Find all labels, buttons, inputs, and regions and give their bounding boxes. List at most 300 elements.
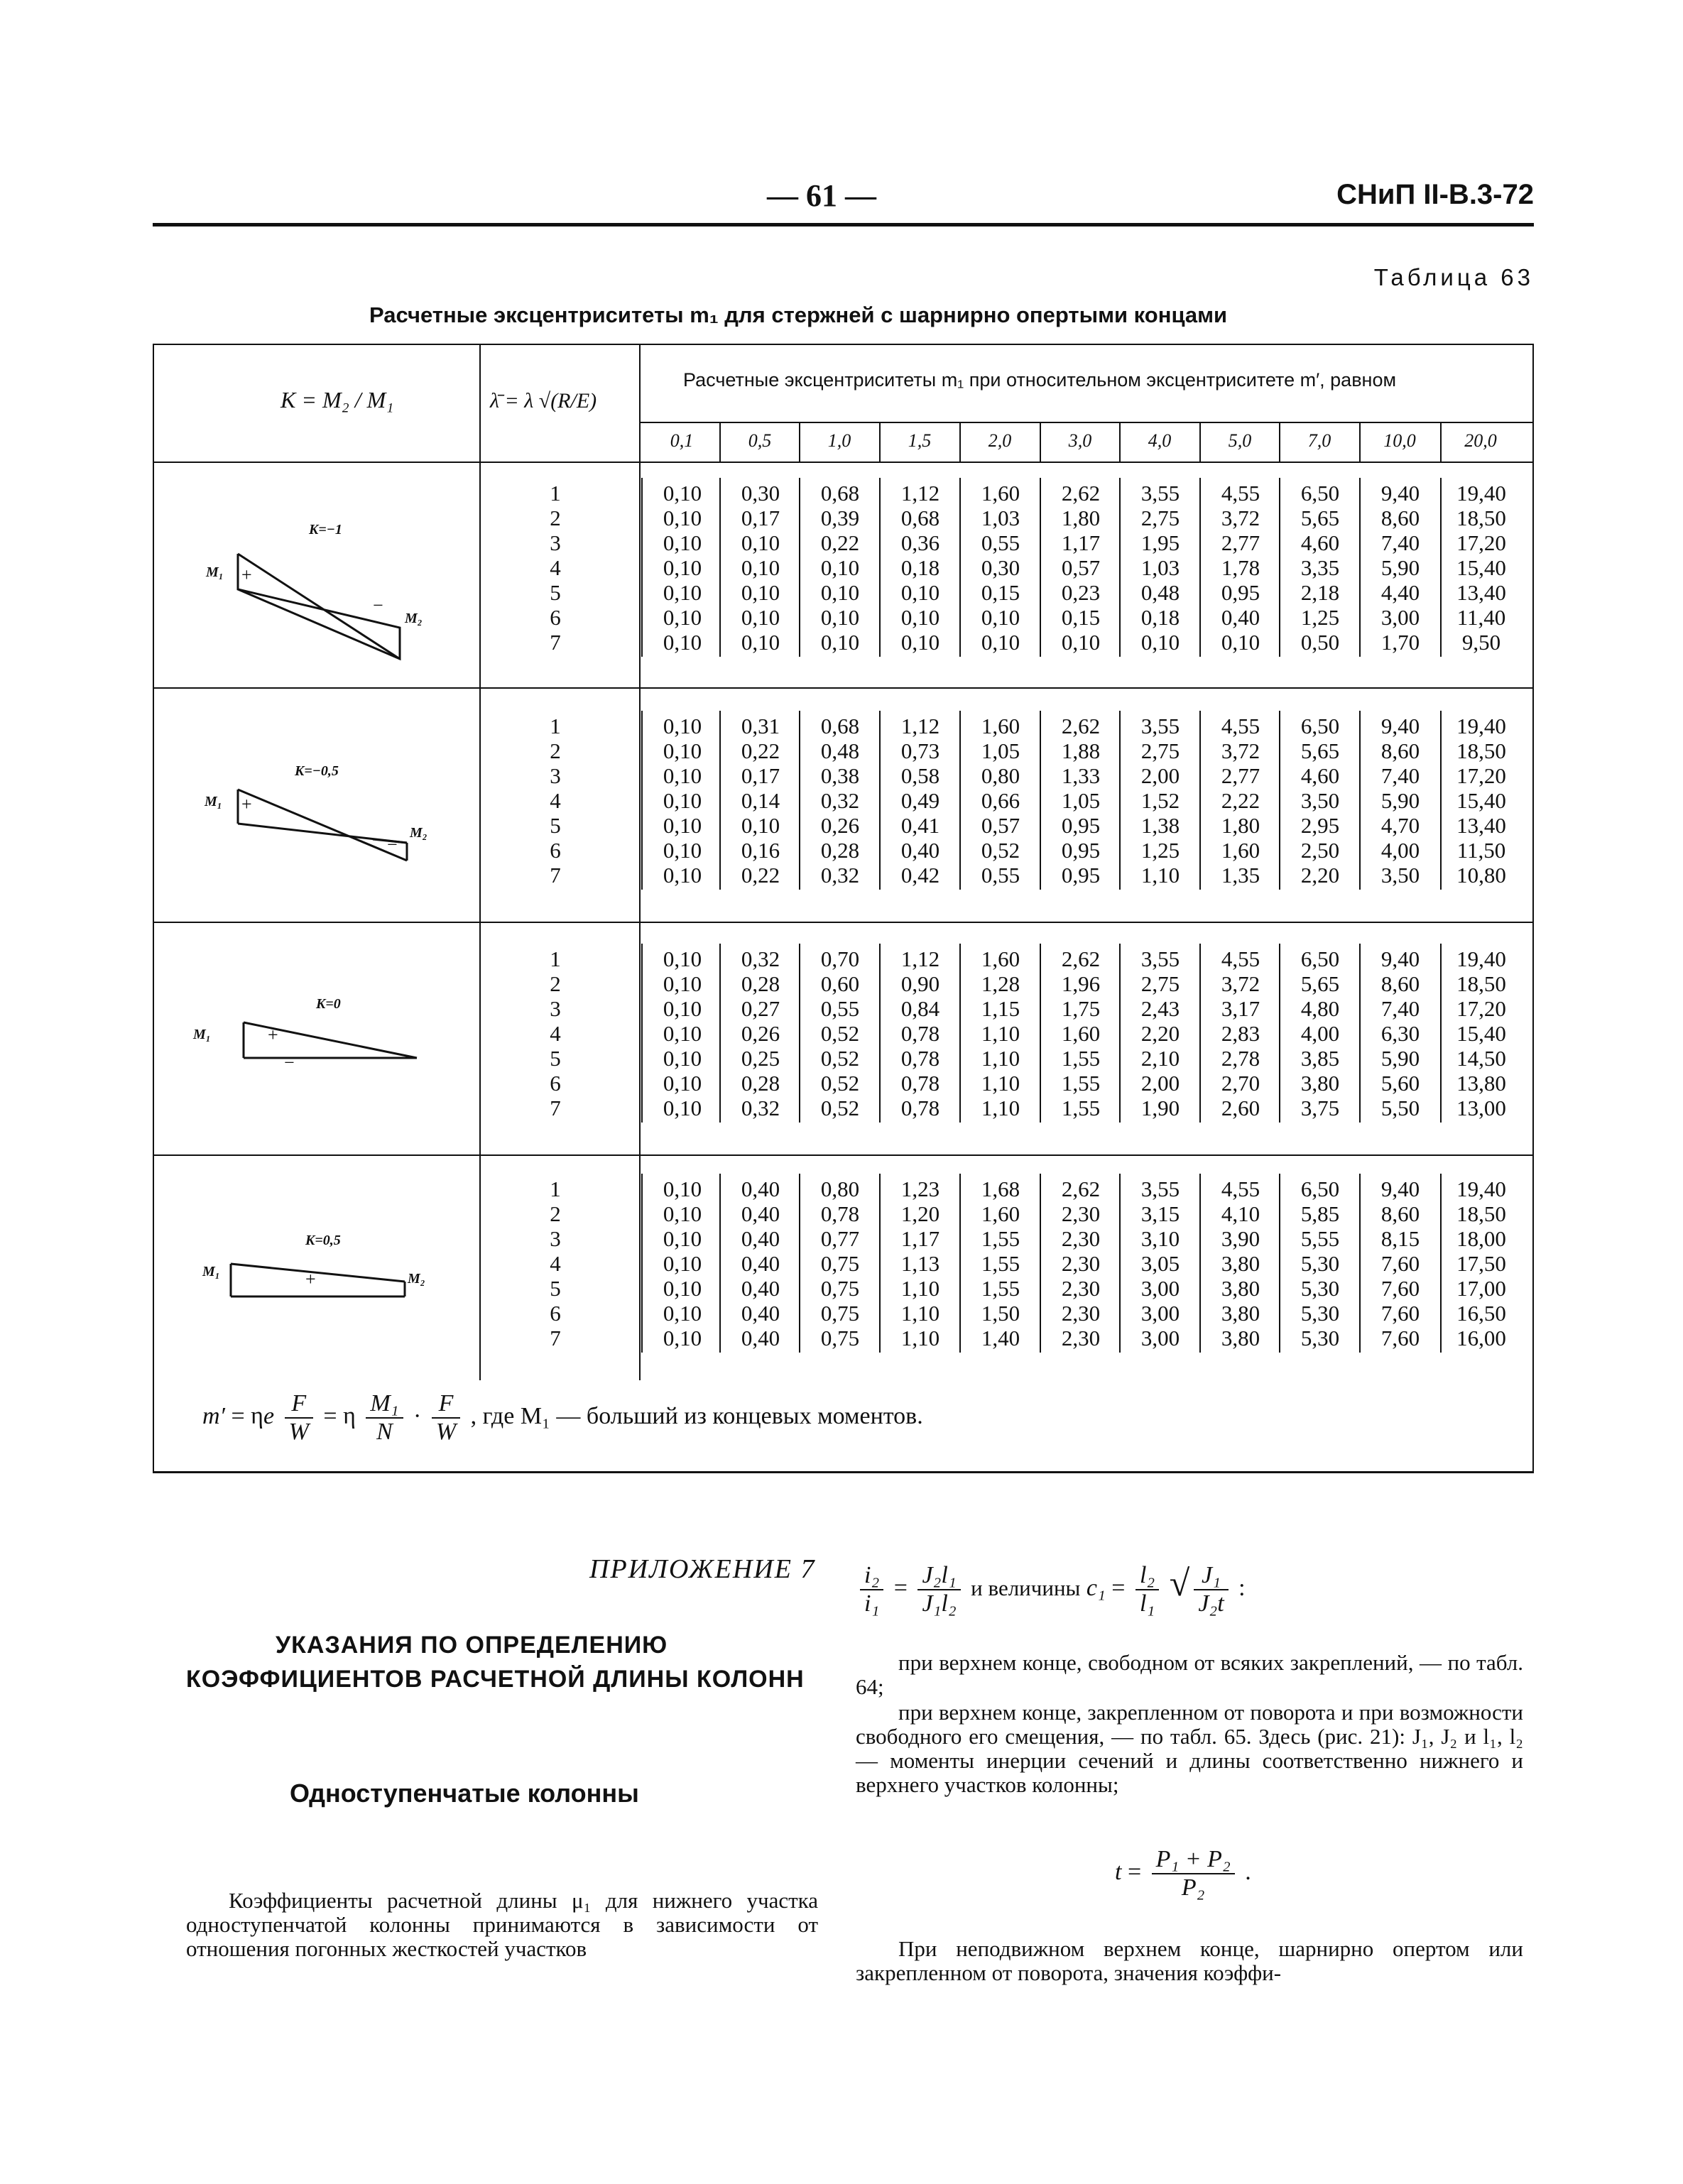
table-cell: 0,10 (741, 605, 780, 630)
table-cell: 0,10 (741, 580, 780, 605)
table-cell: 0,10 (663, 1301, 702, 1326)
lambda-row-number: 4 (550, 788, 561, 813)
table-cell: 9,40 (1380, 1176, 1420, 1201)
table-cell: 1,17 (1061, 530, 1101, 555)
table-cell: 0,10 (663, 996, 702, 1021)
table-cell: 1,88 (1061, 738, 1101, 763)
table-cell: 1,25 (1300, 605, 1340, 630)
table-cell: 0,22 (820, 530, 860, 555)
table-cell: 4,60 (1300, 530, 1340, 555)
table-cell: 1,68 (981, 1176, 1020, 1201)
table-cell: 3,50 (1300, 788, 1340, 813)
table-cell: 3,80 (1221, 1326, 1260, 1350)
appendix-label: ПРИЛОЖЕНИЕ 7 (589, 1554, 816, 1584)
table-cell: 0,10 (663, 580, 702, 605)
moment-m1-label: M₁ (206, 564, 224, 580)
plus-sign: + (241, 564, 252, 585)
table-cell: 0,10 (663, 971, 702, 996)
table-cell: 3,75 (1300, 1096, 1340, 1120)
table-cell: 5,90 (1380, 788, 1420, 813)
table-cell: 9,50 (1461, 630, 1501, 655)
table-cell: 0,78 (900, 1071, 940, 1096)
table-cell: 17,20 (1456, 530, 1506, 555)
right-paragraph-1: при верхнем конце, свободном от всяких закреплений, — по табл. 64; (856, 1650, 1523, 1699)
table-cell: 0,10 (1140, 630, 1180, 655)
table-cell: 2,75 (1140, 738, 1180, 763)
table-cell: 3,00 (1140, 1301, 1180, 1326)
table-cell: 5,65 (1300, 506, 1340, 530)
table-cell: 1,05 (1061, 788, 1101, 813)
table-cell: 2,18 (1300, 580, 1340, 605)
moment-m2-label: M₂ (410, 825, 427, 841)
document-code: СНиП II-В.3-72 (1336, 179, 1534, 210)
table-cell: 1,05 (981, 738, 1020, 763)
table-cell: 0,10 (663, 738, 702, 763)
lambda-header: λ̄ = λ √(R/E) (490, 389, 597, 413)
table-cell: 0,32 (741, 1096, 780, 1120)
table-cell: 0,10 (663, 1226, 702, 1251)
table-cell: 0,10 (820, 630, 860, 655)
table-cell: 0,28 (741, 971, 780, 996)
table-cell: 0,10 (663, 481, 702, 506)
table-cell: 0,15 (981, 580, 1020, 605)
lambda-row-number: 2 (550, 971, 561, 996)
table-cell: 2,30 (1061, 1326, 1101, 1350)
table-cell: 0,26 (741, 1021, 780, 1046)
table-cell: 8,60 (1380, 971, 1420, 996)
table-cell: 1,35 (1221, 863, 1260, 888)
table-cell: 1,17 (900, 1226, 940, 1251)
table-cell: 9,40 (1380, 946, 1420, 971)
table-cell: 1,95 (1140, 530, 1180, 555)
table-cell: 0,10 (900, 580, 940, 605)
lambda-row-number: 5 (550, 580, 561, 605)
appendix-title-line2: КОЭФФИЦИЕНТОВ РАСЧЕТНОЙ ДЛИНЫ КОЛОНН (186, 1666, 805, 1693)
table-cell: 0,68 (820, 714, 860, 738)
column-header: 2,0 (988, 430, 1012, 451)
table-cell: 15,40 (1456, 555, 1506, 580)
table-cell: 1,25 (1140, 838, 1180, 863)
table-cell: 2,20 (1300, 863, 1340, 888)
lambda-row-number: 2 (550, 506, 561, 530)
table-cell: 0,70 (820, 946, 860, 971)
lambda-row-number: 4 (550, 555, 561, 580)
table-cell: 1,55 (981, 1251, 1020, 1276)
table-cell: 0,10 (741, 630, 780, 655)
table-cell: 0,10 (663, 555, 702, 580)
table-cell: 4,55 (1221, 946, 1260, 971)
header-rule (153, 223, 1534, 226)
table-cell: 0,66 (981, 788, 1020, 813)
lambda-row-number: 2 (550, 1201, 561, 1226)
table-cell: 0,10 (663, 1071, 702, 1096)
table-cell: 18,50 (1456, 1201, 1506, 1226)
table-cell: 5,90 (1380, 555, 1420, 580)
table-cell: 0,14 (741, 788, 780, 813)
table-cell: 15,40 (1456, 1021, 1506, 1046)
table-cell: 0,75 (820, 1301, 860, 1326)
table-cell: 1,12 (900, 946, 940, 971)
column-header-divider (1040, 423, 1041, 462)
table-cell: 0,16 (741, 838, 780, 863)
page-number: — 61 — (767, 178, 876, 213)
table-cell: 2,20 (1140, 1021, 1180, 1046)
table-cell: 0,32 (741, 946, 780, 971)
table-cell: 15,40 (1456, 788, 1506, 813)
table-cell: 4,60 (1300, 763, 1340, 788)
table-cell: 6,30 (1380, 1021, 1420, 1046)
column-header: 3,0 (1068, 430, 1092, 451)
table-cell: 17,20 (1456, 996, 1506, 1021)
plus-sign: + (268, 1025, 278, 1045)
table-cell: 1,10 (900, 1326, 940, 1350)
lambda-row-number: 3 (550, 996, 561, 1021)
table-cell: 1,80 (1221, 813, 1260, 838)
table-cell: 11,40 (1456, 605, 1506, 630)
table-cell: 0,10 (663, 530, 702, 555)
table-cell: 2,10 (1140, 1046, 1180, 1071)
table-number: Таблица 63 (1373, 264, 1534, 290)
table-cell: 16,50 (1456, 1301, 1506, 1326)
table-cell: 0,23 (1061, 580, 1101, 605)
table-cell: 7,60 (1380, 1326, 1420, 1350)
table-cell: 1,10 (1140, 863, 1180, 888)
lambda-row-number: 6 (550, 838, 561, 863)
moment-m1-label: M₁ (205, 794, 222, 809)
table-cell: 9,40 (1380, 714, 1420, 738)
moment-m1-label: M₁ (202, 1264, 220, 1279)
table-cell: 5,55 (1300, 1226, 1340, 1251)
table-cell: 0,10 (820, 605, 860, 630)
column-header: 1,5 (908, 430, 932, 451)
table-cell: 2,30 (1061, 1251, 1101, 1276)
table-cell: 0,40 (741, 1176, 780, 1201)
table-cell: 1,55 (1061, 1046, 1101, 1071)
table-cell: 7,40 (1380, 763, 1420, 788)
table-cell: 0,18 (1140, 605, 1180, 630)
table-cell: 0,10 (663, 506, 702, 530)
table-cell: 0,10 (663, 630, 702, 655)
table-cell: 0,80 (820, 1176, 860, 1201)
column-header: 0,1 (670, 430, 694, 451)
lambda-column-border (639, 344, 641, 1380)
lambda-row-number: 7 (550, 1326, 561, 1350)
table-cell: 9,40 (1380, 481, 1420, 506)
column-header: 4,0 (1148, 430, 1172, 451)
table-cell: 0,95 (1221, 580, 1260, 605)
group-header-rule (639, 422, 1532, 423)
table-cell: 0,40 (741, 1251, 780, 1276)
lambda-row-number: 5 (550, 1046, 561, 1071)
table-cell: 0,40 (741, 1276, 780, 1301)
table-cell: 1,75 (1061, 996, 1101, 1021)
table-cell: 19,40 (1456, 946, 1506, 971)
table-cell: 8,60 (1380, 738, 1420, 763)
table-cell: 1,80 (1061, 506, 1101, 530)
table-cell: 0,10 (663, 1326, 702, 1350)
table-cell: 8,60 (1380, 1201, 1420, 1226)
table-cell: 0,10 (663, 1201, 702, 1226)
table-cell: 8,60 (1380, 506, 1420, 530)
table-cell: 2,00 (1140, 763, 1180, 788)
left-paragraph: Коэффициенты расчетной длины μ₁ для нижнего участка одноступенчатой колонны принимаются в зависимости от отношения погонных жесткостей участков (186, 1888, 818, 1961)
table-cell: 2,60 (1221, 1096, 1260, 1120)
table-cell: 5,65 (1300, 738, 1340, 763)
table-cell: 0,84 (900, 996, 940, 1021)
table-cell: 7,40 (1380, 996, 1420, 1021)
formula-connector: и величины (971, 1575, 1081, 1600)
table-cell: 10,80 (1456, 863, 1506, 888)
table-cell: 0,26 (820, 813, 860, 838)
table-cell: 0,22 (741, 863, 780, 888)
table-cell: 0,40 (900, 838, 940, 863)
table-cell: 3,90 (1221, 1226, 1260, 1251)
table-cell: 0,10 (741, 813, 780, 838)
table-cell: 0,73 (900, 738, 940, 763)
table-cell: 6,50 (1300, 1176, 1340, 1201)
table-cell: 1,60 (1061, 1021, 1101, 1046)
column-header-divider (959, 423, 961, 462)
table-cell: 0,10 (663, 1096, 702, 1120)
table-cell: 1,96 (1061, 971, 1101, 996)
table-cell: 2,77 (1221, 763, 1260, 788)
table-cell: 0,49 (900, 788, 940, 813)
table-cell: 0,17 (741, 506, 780, 530)
table-cell: 0,10 (663, 1046, 702, 1071)
table-cell: 4,10 (1221, 1201, 1260, 1226)
table-cell: 8,15 (1380, 1226, 1420, 1251)
table-cell: 3,55 (1140, 481, 1180, 506)
table-cell: 13,00 (1456, 1096, 1506, 1120)
table-cell: 0,10 (663, 1251, 702, 1276)
table-cell: 0,75 (820, 1251, 860, 1276)
table-cell: 3,05 (1140, 1251, 1180, 1276)
lambda-row-number: 6 (550, 605, 561, 630)
table-cell: 7,60 (1380, 1301, 1420, 1326)
table-cell: 0,57 (1061, 555, 1101, 580)
table-cell: 0,10 (663, 714, 702, 738)
table-cell: 0,48 (820, 738, 860, 763)
table-cell: 1,10 (981, 1096, 1020, 1120)
table-cell: 0,38 (820, 763, 860, 788)
table-cell: 0,10 (663, 1176, 702, 1201)
k-value-label: K=−1 (309, 522, 342, 537)
table-cell: 19,40 (1456, 481, 1506, 506)
table-cell: 0,52 (981, 838, 1020, 863)
column-header-divider (799, 423, 800, 462)
column-header: 20,0 (1464, 430, 1497, 451)
lambda-row-number: 1 (550, 1176, 561, 1201)
t-formula: t = $\frac{\text{P₁ + P₂}}{\text{P₂}}$ . (1115, 1846, 1251, 1901)
table-cell: 1,55 (981, 1226, 1020, 1251)
table-cell: 19,40 (1456, 1176, 1506, 1201)
minus-sign: − (387, 834, 398, 855)
column-header-divider (719, 423, 721, 462)
table-cell: 3,35 (1300, 555, 1340, 580)
table-cell: 7,40 (1380, 530, 1420, 555)
table-cell: 3,72 (1221, 971, 1260, 996)
table-cell: 3,72 (1221, 738, 1260, 763)
table-cell: 0,10 (981, 630, 1020, 655)
k-value-label: K=0,5 (305, 1233, 341, 1248)
table-cell: 3,15 (1140, 1201, 1180, 1226)
table-cell: 13,40 (1456, 813, 1506, 838)
k-value-label: K=0 (316, 996, 341, 1012)
table-cell: 6,50 (1300, 714, 1340, 738)
table-cell: 0,40 (741, 1201, 780, 1226)
table-cell: 4,00 (1380, 838, 1420, 863)
table-cell: 4,55 (1221, 1176, 1260, 1201)
table-cell: 1,10 (981, 1046, 1020, 1071)
table-cell: 1,60 (981, 1201, 1020, 1226)
table-cell: 3,72 (1221, 506, 1260, 530)
table-cell: 7,60 (1380, 1251, 1420, 1276)
table-cell: 0,40 (1221, 605, 1260, 630)
table-cell: 1,10 (900, 1276, 940, 1301)
table-cell: 0,40 (741, 1301, 780, 1326)
table-cell: 2,22 (1221, 788, 1260, 813)
table-cell: 5,30 (1300, 1326, 1340, 1350)
table-cell: 0,30 (981, 555, 1020, 580)
table-cell: 5,30 (1300, 1276, 1340, 1301)
table-cell: 2,62 (1061, 714, 1101, 738)
right-paragraph-2: при верхнем конце, закрепленном от поворота и при возможности свободного его смещения, — по табл. 65. Здесь (рис. 21): J₁, J₂ и l₁, l₂ — моменты инерции сечений и длины соответственно нижнего и верхнего участков колонны; (856, 1700, 1523, 1797)
table-cell: 3,17 (1221, 996, 1260, 1021)
table-cell: 4,55 (1221, 481, 1260, 506)
table-cell: 19,40 (1456, 714, 1506, 738)
lambda-row-number: 5 (550, 813, 561, 838)
diagram-column-border (479, 344, 481, 1380)
minus-sign: − (373, 595, 383, 616)
table-cell: 2,30 (1061, 1276, 1101, 1301)
table-bottom-rule (153, 1471, 1534, 1473)
lambda-row-number: 6 (550, 1071, 561, 1096)
table-cell: 1,40 (981, 1326, 1020, 1350)
moment-m2-label: M₂ (405, 611, 423, 626)
table-cell: 0,60 (820, 971, 860, 996)
table-cell: 1,60 (1221, 838, 1260, 863)
table-cell: 2,62 (1061, 1176, 1101, 1201)
table-cell: 5,30 (1300, 1251, 1340, 1276)
table-cell: 0,57 (981, 813, 1020, 838)
table-cell: 0,55 (981, 530, 1020, 555)
column-header: 5,0 (1228, 430, 1252, 451)
table-cell: 1,55 (981, 1276, 1020, 1301)
table-cell: 3,80 (1221, 1301, 1260, 1326)
lambda-row-number: 6 (550, 1301, 561, 1326)
column-header-divider (1279, 423, 1280, 462)
table-cell: 2,95 (1300, 813, 1340, 838)
lambda-row-number: 3 (550, 763, 561, 788)
table-cell: 3,50 (1380, 863, 1420, 888)
minus-sign: − (284, 1052, 295, 1073)
group-header: Расчетные эксцентриситеты m₁ при относительном эксцентриситете m′, равном (683, 369, 1397, 391)
diagram-k-minus-0-5 (238, 790, 407, 861)
table-cell: 0,10 (663, 1276, 702, 1301)
table-cell: 0,17 (741, 763, 780, 788)
table-cell: 4,00 (1300, 1021, 1340, 1046)
table-cell: 0,10 (820, 555, 860, 580)
table-cell: 0,78 (820, 1201, 860, 1226)
table-cell: 3,80 (1300, 1071, 1340, 1096)
table-cell: 1,78 (1221, 555, 1260, 580)
table-cell: 3,00 (1140, 1326, 1180, 1350)
lambda-row-number: 7 (550, 1096, 561, 1120)
table-cell: 0,10 (820, 580, 860, 605)
table-cell: 18,50 (1456, 971, 1506, 996)
table-cell: 0,68 (820, 481, 860, 506)
appendix-title-line1: УКАЗАНИЯ ПО ОПРЕДЕЛЕНИЮ (276, 1632, 668, 1659)
table-cell: 0,41 (900, 813, 940, 838)
table-cell: 1,38 (1140, 813, 1180, 838)
table-cell: 3,80 (1221, 1276, 1260, 1301)
table-cell: 0,10 (741, 555, 780, 580)
table-cell: 3,00 (1380, 605, 1420, 630)
table-cell: 0,28 (741, 1071, 780, 1096)
table-cell: 4,80 (1300, 996, 1340, 1021)
table-cell: 0,80 (981, 763, 1020, 788)
table-cell: 1,20 (900, 1201, 940, 1226)
table-cell: 0,28 (820, 838, 860, 863)
table-cell: 0,10 (1221, 630, 1260, 655)
column-header: 1,0 (827, 430, 851, 451)
lambda-row-number: 7 (550, 630, 561, 655)
column-header: 10,0 (1383, 430, 1416, 451)
table-cell: 2,70 (1221, 1071, 1260, 1096)
table-cell: 0,95 (1061, 863, 1101, 888)
table-cell: 0,52 (820, 1096, 860, 1120)
table-cell: 0,25 (741, 1046, 780, 1071)
table-cell: 0,30 (741, 481, 780, 506)
table-cell: 0,18 (900, 555, 940, 580)
table-cell: 0,75 (820, 1276, 860, 1301)
table-cell: 0,32 (820, 788, 860, 813)
plus-sign: + (241, 794, 252, 814)
table-cell: 0,52 (820, 1021, 860, 1046)
table-cell: 2,77 (1221, 530, 1260, 555)
lambda-row-number: 2 (550, 738, 561, 763)
table-cell: 1,60 (981, 946, 1020, 971)
table-cell: 0,10 (663, 1021, 702, 1046)
table-cell: 1,28 (981, 971, 1020, 996)
table-cell: 0,10 (663, 788, 702, 813)
table-cell: 2,00 (1140, 1071, 1180, 1096)
table-cell: 1,03 (1140, 555, 1180, 580)
table-cell: 17,50 (1456, 1251, 1506, 1276)
table-cell: 1,55 (1061, 1071, 1101, 1096)
table-cell: 2,30 (1061, 1226, 1101, 1251)
table-cell: 18,50 (1456, 506, 1506, 530)
table-cell: 0,50 (1300, 630, 1340, 655)
table-cell: 1,55 (1061, 1096, 1101, 1120)
table-cell: 0,52 (820, 1071, 860, 1096)
table-cell: 0,10 (663, 813, 702, 838)
lambda-row-number: 3 (550, 530, 561, 555)
table-cell: 1,03 (981, 506, 1020, 530)
table-cell: 4,40 (1380, 580, 1420, 605)
lambda-row-number: 1 (550, 481, 561, 506)
table-cell: 0,78 (900, 1021, 940, 1046)
column-header-divider (1119, 423, 1121, 462)
table-cell: 13,40 (1456, 580, 1506, 605)
table-title: Расчетные эксцентриситеты m₁ для стержней с шарнирно опертыми концами (369, 302, 1228, 327)
table-cell: 0,77 (820, 1226, 860, 1251)
table-cell: 0,55 (981, 863, 1020, 888)
table-cell: 0,10 (663, 946, 702, 971)
moment-m1-label: M₁ (193, 1027, 211, 1042)
table-cell: 0,95 (1061, 838, 1101, 863)
table-cell: 0,48 (1140, 580, 1180, 605)
